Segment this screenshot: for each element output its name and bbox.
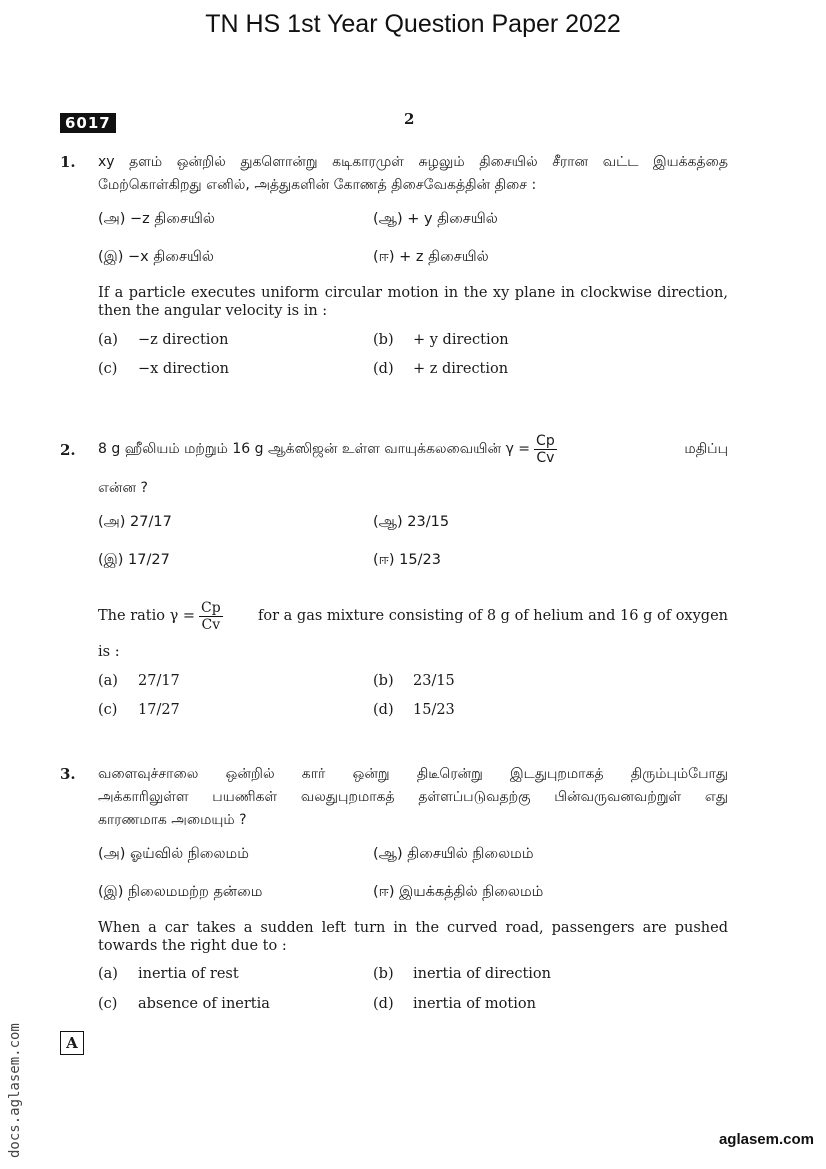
q2-english-line-2: is : bbox=[98, 644, 120, 660]
q3-option-a bbox=[98, 966, 239, 982]
q1-option-a-label: (a) bbox=[98, 332, 118, 348]
q1-english-line-1: If a particle executes uniform circular motion in the xy plane in clockwise direction, bbox=[98, 285, 728, 301]
q1-option-d bbox=[373, 361, 508, 377]
fraction-numerator: Cp bbox=[201, 599, 221, 616]
question-2-number: 2. bbox=[60, 441, 76, 459]
q2-option-a-text: 27/17 bbox=[138, 673, 180, 689]
q2-english-line-1-pre: The ratio γ = bbox=[98, 608, 196, 624]
q1-tamil-option-a: (அ) −z திசையில் bbox=[98, 211, 215, 227]
side-watermark: docs.aglasem.com bbox=[7, 1023, 23, 1158]
q1-option-c-label: (c) bbox=[98, 361, 118, 377]
q3-tamil-line-2: அக்காரிலுள்ள பயணிகள் வலதுபுறமாகத் தள்ளப்படுவதற்கு பின்வருவனவற்றுள் எது bbox=[98, 789, 728, 805]
q3-option-c-label: (c) bbox=[98, 996, 118, 1012]
q2-english-line-1 bbox=[98, 594, 728, 638]
q2-tamil-option-d: (ஈ) 15/23 bbox=[373, 552, 441, 568]
version-box-label: A bbox=[60, 1031, 84, 1055]
q2-option-b-text: 23/15 bbox=[413, 673, 455, 689]
q2-option-a-label: (a) bbox=[98, 673, 118, 689]
q3-option-a-text: inertia of rest bbox=[138, 966, 239, 982]
q2-option-c-label: (c) bbox=[98, 702, 118, 718]
footer-site-name: aglasem.com bbox=[718, 1131, 814, 1148]
q1-tamil-option-b: (ஆ) + y திசையில் bbox=[373, 211, 498, 227]
q3-tamil-option-d: (ஈ) இயக்கத்தில் நிலைமம் bbox=[373, 884, 544, 900]
q3-english-line-2: towards the right due to : bbox=[98, 938, 287, 954]
q2-ratio-fraction bbox=[534, 433, 557, 466]
fraction-numerator: Cp bbox=[536, 432, 555, 449]
q1-option-c-text: −x direction bbox=[138, 361, 230, 377]
q3-option-c-text: absence of inertia bbox=[138, 996, 270, 1012]
q1-english-line-2: then the angular velocity is in : bbox=[98, 303, 328, 319]
page-number: 2 bbox=[404, 110, 415, 128]
q2-option-b-label: (b) bbox=[373, 673, 394, 689]
q3-option-d-text: inertia of motion bbox=[413, 996, 536, 1012]
q2-option-b bbox=[373, 673, 455, 689]
q1-option-a bbox=[98, 332, 228, 348]
q3-tamil-option-a: (அ) ஓய்வில் நிலைமம் bbox=[98, 846, 249, 862]
q2-tamil-option-c: (இ) 17/27 bbox=[98, 552, 170, 568]
q2-english-ratio-fraction bbox=[199, 600, 223, 633]
question-3-number: 3. bbox=[60, 765, 76, 783]
q2-option-d-text: 15/23 bbox=[413, 702, 455, 718]
q2-option-c-text: 17/27 bbox=[138, 702, 180, 718]
q2-english-ratio bbox=[98, 594, 227, 638]
q3-option-d bbox=[373, 996, 536, 1012]
q1-option-b-label: (b) bbox=[373, 332, 394, 348]
q3-english-line-1: When a car takes a sudden left turn in the curved road, passengers are pushed bbox=[98, 920, 728, 936]
q1-option-b-text: + y direction bbox=[413, 332, 509, 348]
q1-option-b bbox=[373, 332, 509, 348]
q3-option-b-label: (b) bbox=[373, 966, 394, 982]
q1-tamil-line-1: xy தளம் ஒன்றில் துகளொன்று கடிகாரமுள் சுழலும் திசையில் சீரான வட்ட இயக்கத்தை bbox=[98, 154, 728, 170]
q3-tamil-option-c: (இ) நிலைமமற்ற தன்மை bbox=[98, 884, 263, 900]
q2-tamil-line-2: என்ன ? bbox=[98, 480, 148, 496]
fraction-denominator: Cv bbox=[536, 449, 555, 466]
q3-tamil-line-1: வளைவுச்சாலை ஒன்றில் கார் ஒன்று திடீரென்று இடதுபுறமாகத் திரும்பும்போது bbox=[98, 766, 728, 782]
q1-option-c bbox=[98, 361, 229, 377]
q3-option-b bbox=[373, 966, 551, 982]
q2-tamil-line-1-pre: 8 g ஹீலியம் மற்றும் 16 g ஆக்ஸிஜன் உள்ள வாயுக்கலவையின் γ = bbox=[98, 441, 531, 457]
q2-tamil-line-1 bbox=[98, 427, 728, 471]
q2-tamil-option-b: (ஆ) 23/15 bbox=[373, 514, 450, 530]
paper-code: 6017 bbox=[60, 113, 116, 133]
q3-option-a-label: (a) bbox=[98, 966, 118, 982]
q3-tamil-line-3: காரணமாக அமையும் ? bbox=[98, 812, 247, 828]
q1-option-d-label: (d) bbox=[373, 361, 394, 377]
q2-english-line-1-post: for a gas mixture consisting of 8 g of helium and 16 g of oxygen bbox=[258, 608, 728, 624]
q3-option-b-text: inertia of direction bbox=[413, 966, 551, 982]
question-1-number: 1. bbox=[60, 153, 76, 171]
q2-tamil-line-1-post: மதிப்பு bbox=[684, 441, 728, 457]
q2-option-a bbox=[98, 673, 180, 689]
q3-option-c bbox=[98, 996, 270, 1012]
q2-option-d-label: (d) bbox=[373, 702, 394, 718]
q2-option-d bbox=[373, 702, 455, 718]
q1-option-d-text: + z direction bbox=[413, 361, 509, 377]
fraction-denominator: Cv bbox=[201, 616, 221, 633]
q2-tamil-line-1-text bbox=[98, 427, 561, 471]
q1-tamil-option-d: (ஈ) + z திசையில் bbox=[373, 249, 489, 265]
q3-tamil-option-b: (ஆ) திசையில் நிலைமம் bbox=[373, 846, 534, 862]
q2-tamil-option-a: (அ) 27/17 bbox=[98, 514, 172, 530]
q1-option-a-text: −z direction bbox=[138, 332, 229, 348]
q2-option-c bbox=[98, 702, 180, 718]
q1-tamil-line-2: மேற்கொள்கிறது எனில், அத்துகளின் கோணத் திசைவேகத்தின் திசை : bbox=[98, 177, 537, 193]
q1-tamil-option-c: (இ) −x திசையில் bbox=[98, 249, 214, 265]
q3-option-d-label: (d) bbox=[373, 996, 394, 1012]
page-banner-title: TN HS 1st Year Question Paper 2022 bbox=[205, 10, 621, 38]
